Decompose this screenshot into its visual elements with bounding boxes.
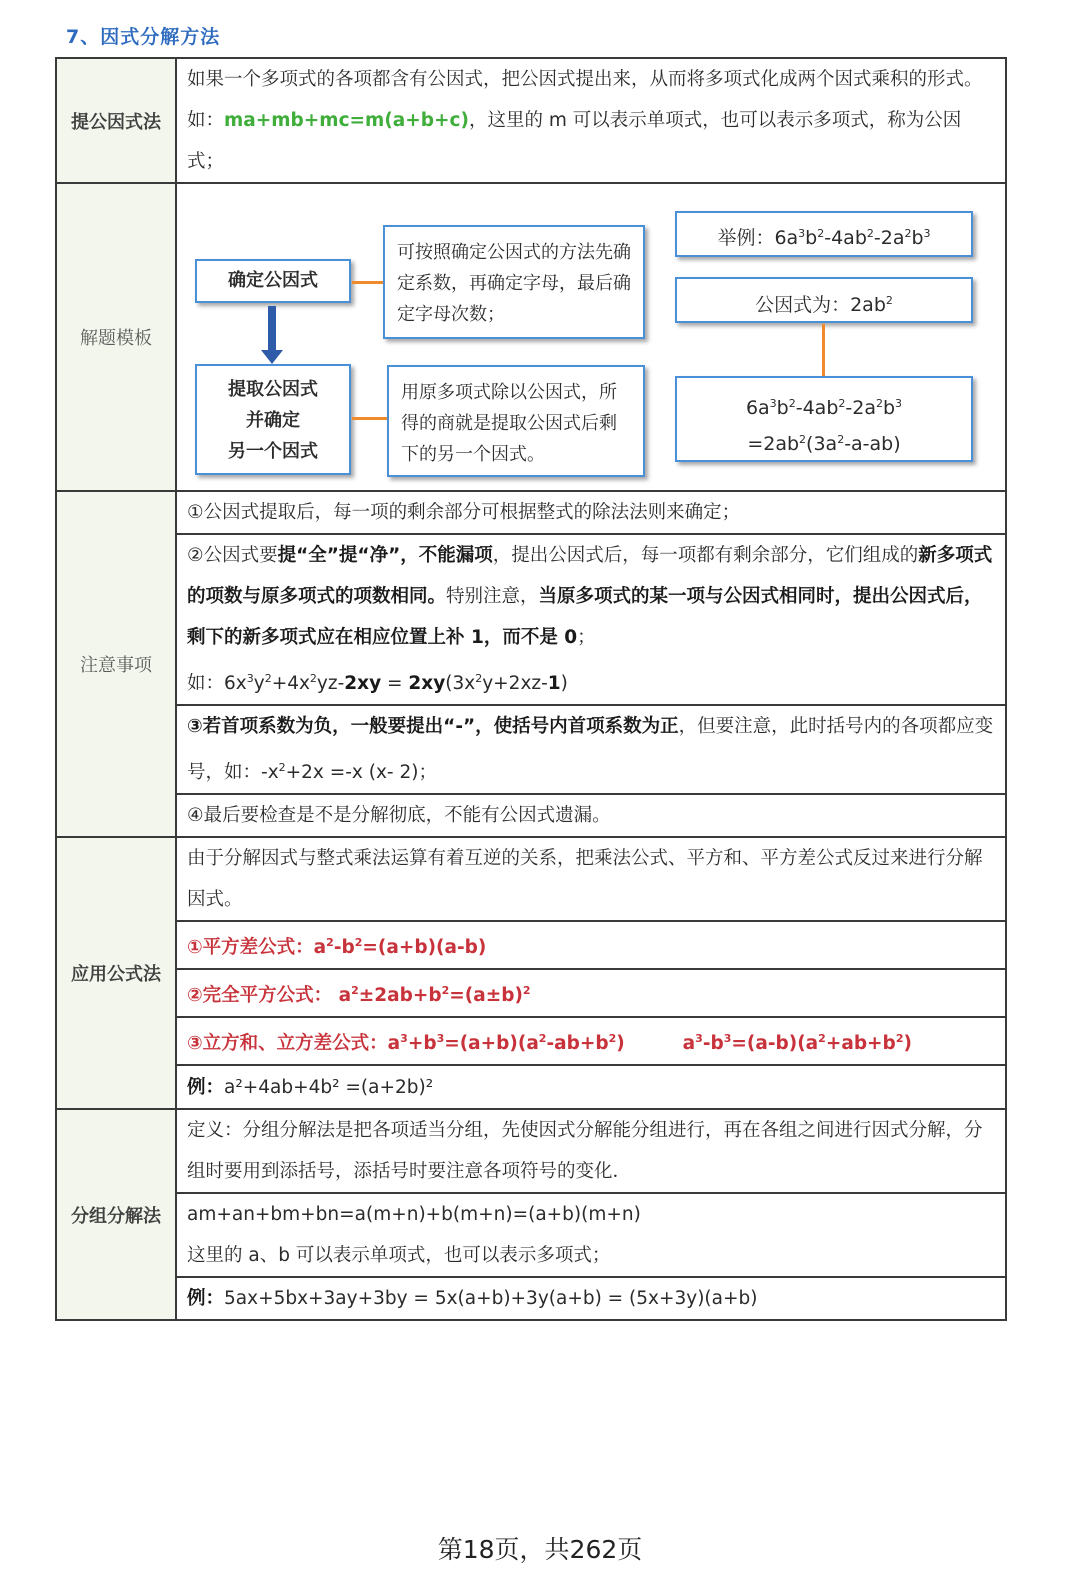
row-header-formula: 应用公式法 [56,837,176,1109]
formula-intro: 由于分解因式与整式乘法运算有着互逆的关系，把乘法公式、平方和、平方差公式反过来进行分解因式。 [187,848,983,910]
formula-cubes: ③立方和、立方差公式：$a^3+b^3=(a+b)(a^2-ab+b^2)$ $a^3-b^3=(a-b)(a^2+ab+b^2)$ [187,1032,912,1054]
desc-determine-gcf: 可按照确定公因式的方法先确定系数，再确定字母，最后确定字母次数； [383,225,645,339]
section-title: 7、因式分解方法 [66,26,221,48]
extract-formula: ma+mb+mc=m(a+b+c) [224,110,469,131]
connector-2 [352,417,388,420]
note-3: ③若首项系数为负，一般要提出“-”，使括号内首项系数为正，但要注意，此时括号内的各项都应变号，如：$-x^2+2x =-x$ (x- 2)； [187,716,994,783]
row-formula-cubes [56,1017,1006,1065]
desc-extract: 用原多项式除以公因式，所得的商就是提取公因式后剩下的另一个因式。 [387,365,645,477]
formula-diff-squares: ①平方差公式：$a^2-b^2=(a+b)(a-b)$ [187,936,487,958]
page-number: 第18页，共262页 [437,1535,643,1564]
note-1: ①公因式提取后，每一项的剩余部分可根据整式的除法法则来确定； [187,502,741,523]
note-2-example: 如：$6x^3y^2+4x^2yz-2xy = 2xy(3x^2y+2xz-1)$ [187,672,568,694]
grouping-example: 例：5ax+5bx+3ay+3by = 5x(a+b)+3y(a+b) = (5x+3y)(a+b) [187,1288,758,1309]
row-extract-common-factor [56,58,1006,183]
row-header-extract: 提公因式法 [56,58,176,183]
grouping-identity: am+an+bm+bn=a(m+n)+b(m+n)=(a+b)(m+n) [187,1204,641,1225]
row-grouping-identity [56,1193,1006,1277]
row-formula-diff-squares [56,921,1006,969]
connector-1 [352,281,384,284]
grouping-identity-note: 这里的 a、b 可以表示单项式，也可以表示多项式； [187,1245,611,1266]
row-notes-1 [56,491,1006,534]
step-determine-gcf: 确定公因式 [195,259,351,303]
row-template [56,183,1006,491]
row-grouping-example [56,1277,1006,1320]
template-diagram [177,184,1005,490]
row-formula-intro [56,837,1006,921]
row-notes-3 [56,705,1006,794]
formula-example: 例：a²+4ab+4b² =(a+2b)² [187,1076,434,1098]
step-extract-and-find: 提取公因式 并确定 另一个因式 [195,364,351,475]
example-gcf: 公因式为：$2ab^2$ [675,277,973,323]
example-polynomial: 举例：$6a^3b^2-4ab^2-2a^2b^3$ [675,211,973,257]
row-grouping-def [56,1109,1006,1193]
extract-description: 如果一个多项式的各项都含有公因式，把公因式提出来，从而将多项式化成两个因式乘积的形式。如：ma+mb+mc=m(a+b+c)，这里的 m 可以表示单项式，也可以表示多项式，称为公因式； [187,69,983,172]
row-formula-perfect-square [56,969,1006,1017]
row-formula-example [56,1065,1006,1109]
grouping-definition: 定义：分组分解法是把各项适当分组，先使因式分解能分组进行，再在各组之间进行因式分解，分组时要用到添括号，添括号时要注意各项符号的变化． [187,1120,983,1182]
note-4: ④最后要检查是不是分解彻底，不能有公因式遗漏。 [187,805,611,826]
note-2: ②公因式要提“全”提“净”，不能漏项，提出公因式后，每一项都有剩余部分，它们组成的新多项式的项数与原多项式的项数相同。特别注意，当原多项式的某一项与公因式相同时，提出公因式后，剩下的新多项式应在相应位置上补 1，而不是 0； [187,545,993,648]
row-header-notes: 注意事项 [56,491,176,837]
factorization-table [55,57,1007,1321]
row-notes-2 [56,534,1006,705]
down-arrow-icon [261,306,283,366]
row-header-grouping: 分组分解法 [56,1109,176,1320]
formula-perfect-square: ②完全平方公式： $a^2\pm 2ab+b^2=(a\pm b)^2$ [187,984,531,1006]
row-header-template: 解题模板 [56,183,176,491]
example-result: $6a^3b^2-4ab^2-2a^2b^3$ $=2ab^2(3a^2-a-ab)$ [675,376,973,462]
connector-3 [822,324,825,376]
row-notes-4 [56,794,1006,837]
